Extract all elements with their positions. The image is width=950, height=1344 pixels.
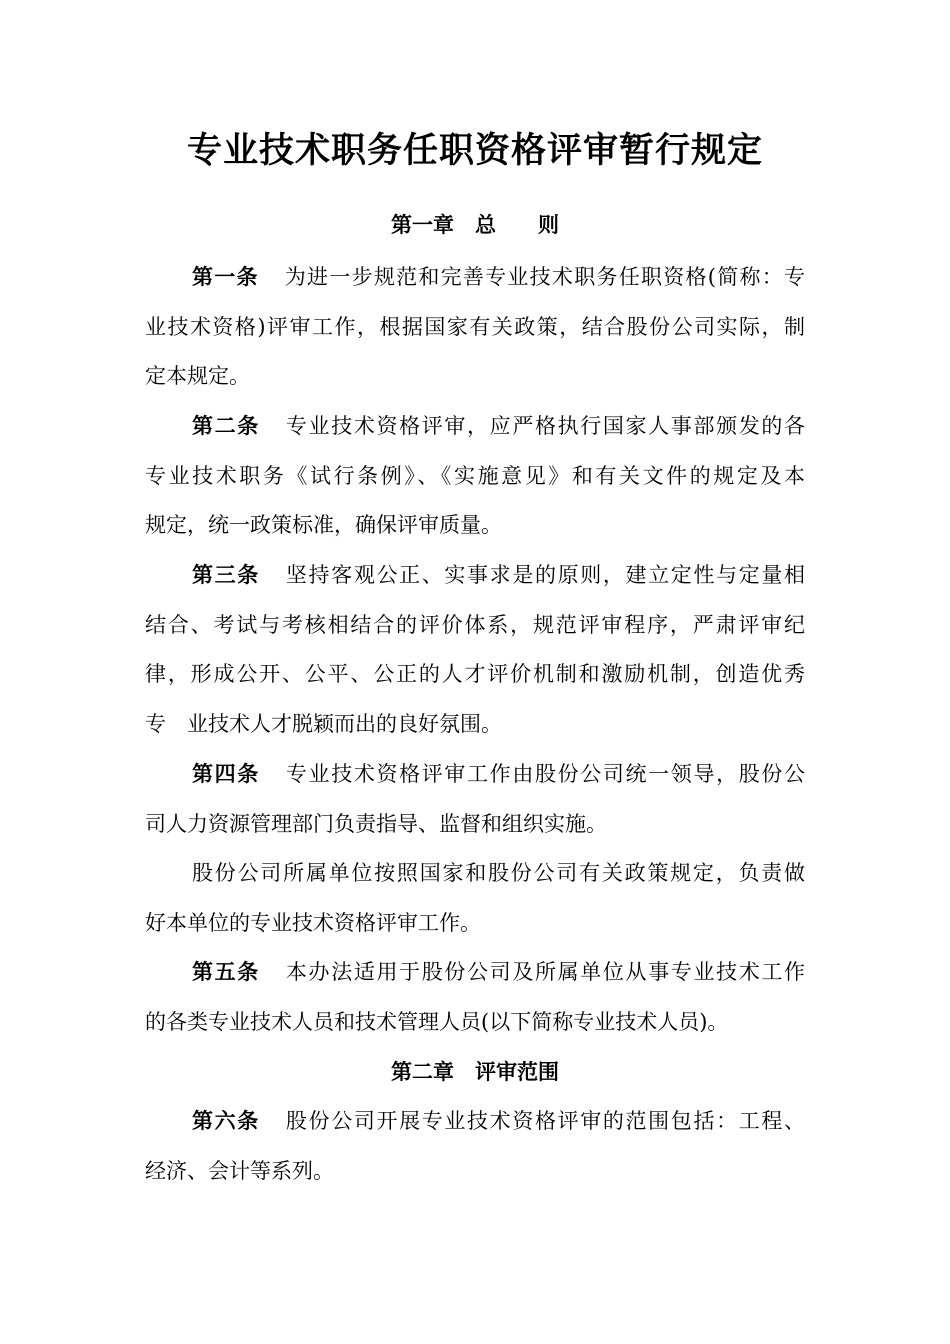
article-6	[145, 1106, 805, 1205]
article-4-line-1	[145, 759, 805, 809]
article-2-line-3: 规定，统一政策标准，确保评审质量。	[145, 513, 502, 537]
article-5-line-2: 的各类专业技术人员和技术管理人员(以下简称专业技术人员)。	[145, 1009, 729, 1034]
article-4-text-1: 专业技术资格评审工作由股份公司统一领导，股份公	[285, 762, 805, 786]
article-2-line-1	[145, 411, 805, 461]
article-6-text-1: 股份公司开展专业技术资格评审的范围包括：工程、	[285, 1109, 805, 1133]
article-4-paragraph-2	[145, 858, 805, 957]
article-3-label: 第三条	[192, 563, 260, 587]
article-5-line-1	[145, 957, 805, 1007]
article-1-text-1: 为进一步规范和完善专业技术职务任职资格(简称：专	[284, 265, 806, 289]
document-title: 专业技术职务任职资格评审暂行规定	[186, 131, 763, 171]
article-4-line-2: 司人力资源管理部门负责指导、监督和组织实施。	[145, 811, 607, 836]
article-2-line-2: 专业技术职务《试行条例》、《实施意见》和有关文件的规定及本	[145, 463, 805, 488]
article-1-line-3: 定本规定。	[145, 364, 250, 388]
article-2-text-1: 专业技术资格评审，应严格执行国家人事部颁发的各	[285, 414, 805, 438]
article-1-line-1	[145, 262, 805, 312]
article-2-label: 第二条	[192, 414, 260, 438]
article-3-line-1	[145, 560, 805, 610]
article-1-line-2: 业技术资格)评审工作，根据国家有关政策，结合股份公司实际，制	[145, 314, 805, 339]
article-6-line-1	[145, 1106, 805, 1156]
article-6-line-2: 经济、会计等系列。	[145, 1158, 334, 1183]
article-3-text-1: 坚持客观公正、实事求是的原则，建立定性与定量相	[285, 563, 805, 587]
article-4-p2-line-2: 好本单位的专业技术资格评审工作。	[145, 910, 481, 935]
article-5	[145, 957, 805, 1056]
article-6-label: 第六条	[192, 1109, 260, 1133]
article-4-label: 第四条	[192, 762, 260, 786]
article-1-label: 第一条	[192, 265, 259, 289]
article-5-text-1: 本办法适用于股份公司及所属单位从事专业技术工作	[285, 960, 805, 984]
article-3-line-3: 律，形成公开、公平、公正的人才评价机制和激励机制，创造优秀	[145, 662, 805, 686]
article-5-label: 第五条	[192, 960, 260, 984]
article-3-line-2: 结合、考试与考核相结合的评价体系，规范评审程序，严肃评审纪	[145, 612, 805, 637]
article-3-line-4: 专 业技术人才脱颖而出的良好氛围。	[145, 711, 502, 736]
article-1	[145, 262, 805, 411]
article-3	[145, 560, 805, 758]
article-4	[145, 759, 805, 858]
article-4-p2-line-1: 股份公司所属单位按照国家和股份公司有关政策规定，负责做	[192, 861, 805, 885]
article-2	[145, 411, 805, 560]
chapter-2-heading: 第二章 评审范围	[391, 1060, 559, 1084]
chapter-1-heading: 第一章 总 则	[391, 213, 559, 237]
